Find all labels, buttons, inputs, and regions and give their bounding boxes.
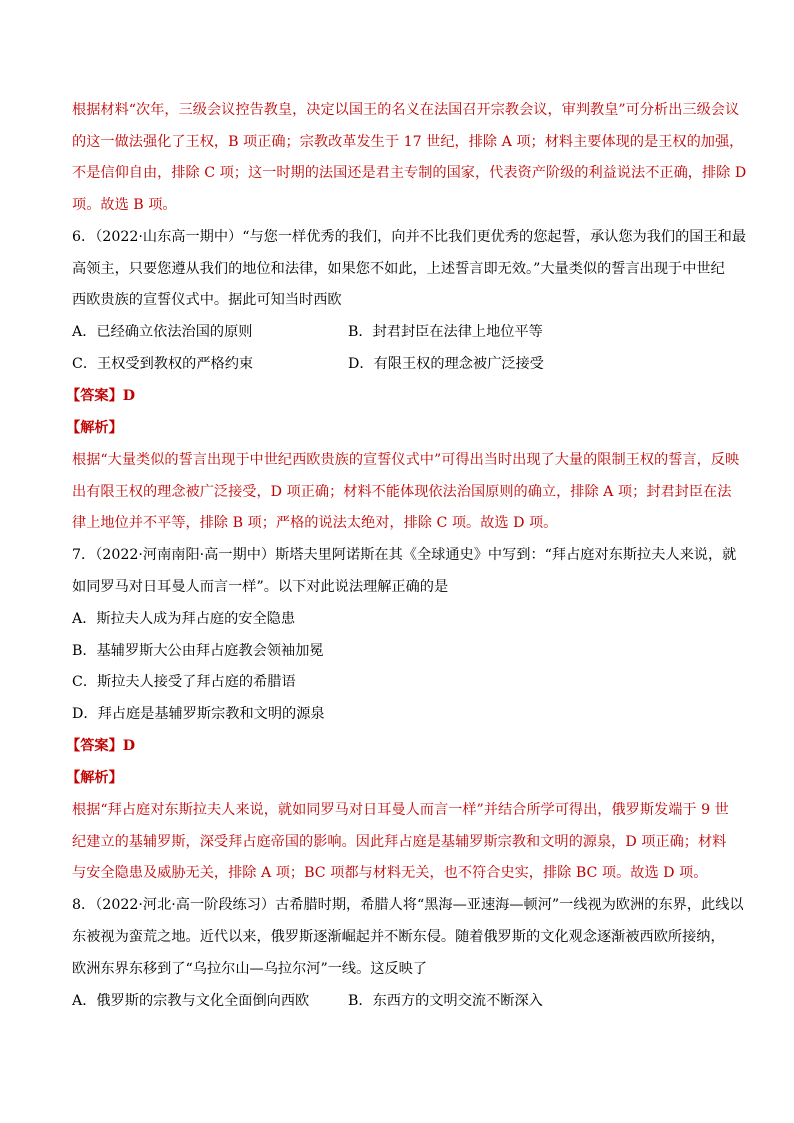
- q7-option-b: B．基辅罗斯大公由拜占庭教会领袖加冕: [72, 643, 324, 659]
- q7-option-a: A．斯拉夫人成为拜占庭的安全隐患: [72, 611, 296, 627]
- q7-analysis-line-2: 纪建立的基辅罗斯，深受拜占庭帝国的影响。因此拜占庭是基辅罗斯宗教和文明的源泉，D 项正确；材料: [72, 834, 727, 850]
- q7-stem-line-2: 如同罗马对日耳曼人而言一样”。以下对此说法理解正确的是: [72, 579, 449, 595]
- q6-stem-line-3: 西欧贵族的宣誓仪式中。据此可知当时西欧: [72, 292, 342, 308]
- q8-stem-line-2: 东被视为蛮荒之地。近代以来，俄罗斯逐渐崛起并不断东侵。随着俄罗斯的文化观念逐渐被西欧所接纳，: [72, 929, 725, 945]
- q5-analysis-line-2: 的这一做法强化了王权，B 项正确；宗教改革发生于 17 世纪，排除 A 项；材料主要体现的是王权的加强，: [72, 134, 744, 150]
- q6-analysis-line-2: 出有限王权的理念被广泛接受，D 项正确；材料不能体现依法治国原则的确立，排除 A 项；封君封臣在法: [72, 484, 732, 500]
- q5-analysis-line-4: 项。故选 B 项。: [72, 197, 177, 213]
- q5-analysis-line-1: 根据材料“次年，三级会议控告教皇，决定以国王的名义在法国召开宗教会议，审判教皇”可分析出三级会议: [72, 102, 740, 118]
- q6-analysis-title: 【解析】: [66, 420, 123, 436]
- q7-analysis-title: 【解析】: [66, 770, 123, 786]
- q7-stem-line-1: 7．（2022·河南南阳·高一期中）斯塔夫里阿诺斯在其《全球通史》中写到：“拜占庭对东斯拉夫人来说，就: [72, 547, 737, 563]
- q6-analysis-line-1: 根据“大量类似的誓言出现于中世纪西欧贵族的宣誓仪式中”可得出当时出现了大量的限制王权的誓言，反映: [72, 452, 740, 468]
- q8-option-b: B．东西方的文明交流不断深入: [348, 993, 543, 1009]
- q6-answer: 【答案】D: [66, 388, 136, 404]
- q7-option-c: C．斯拉夫人接受了拜占庭的希腊语: [72, 674, 296, 690]
- q8-stem-line-3: 欧洲东界东移到了“乌拉尔山—乌拉尔河”一线。这反映了: [72, 961, 428, 977]
- q8-option-a: A．俄罗斯的宗教与文化全面倒向西欧: [72, 993, 310, 1009]
- q6-option-b: B．封君封臣在法律上地位平等: [348, 324, 543, 340]
- q6-option-a: A．已经确立依法治国的原则: [72, 324, 253, 340]
- q5-analysis-line-3: 不是信仰自由，排除 C 项；这一时期的法国还是君主专制的国家，代表资产阶级的利益说法不正确，排除 D: [72, 165, 747, 181]
- q6-option-d: D．有限王权的理念被广泛接受: [348, 356, 544, 372]
- q6-option-c: C．王权受到教权的严格约束: [72, 356, 254, 372]
- q7-analysis-line-1: 根据“拜占庭对东斯拉夫人来说，就如同罗马对日耳曼人而言一样”并结合所学可得出，俄罗斯发端于 9 世: [72, 802, 729, 818]
- q7-answer: 【答案】D: [66, 738, 136, 754]
- q7-option-d: D．拜占庭是基辅罗斯宗教和文明的源泉: [72, 706, 325, 722]
- q6-stem-line-1: 6．（2022·山东高一期中）“与您一样优秀的我们，向并不比我们更优秀的您起誓，承认您为我们的国王和最: [72, 229, 747, 245]
- q6-stem-line-2: 高领主，只要您遵从我们的地位和法律，如果您不如此，上述誓言即无效。”大量类似的誓言出现于中世纪: [72, 261, 725, 277]
- q8-stem-line-1: 8．（2022·河北·高一阶段练习）古希腊时期，希腊人将“黑海—亚速海—顿河”一线视为欧洲的东界，此线以: [72, 897, 744, 913]
- q7-analysis-line-3: 与安全隐患及威胁无关，排除 A 项；BC 项都与材料无关，也不符合史实，排除 BC 项。故选 D 项。: [72, 865, 708, 881]
- q6-analysis-line-3: 律上地位并不平等，排除 B 项；严格的说法太绝对，排除 C 项。故选 D 项。: [72, 515, 558, 531]
